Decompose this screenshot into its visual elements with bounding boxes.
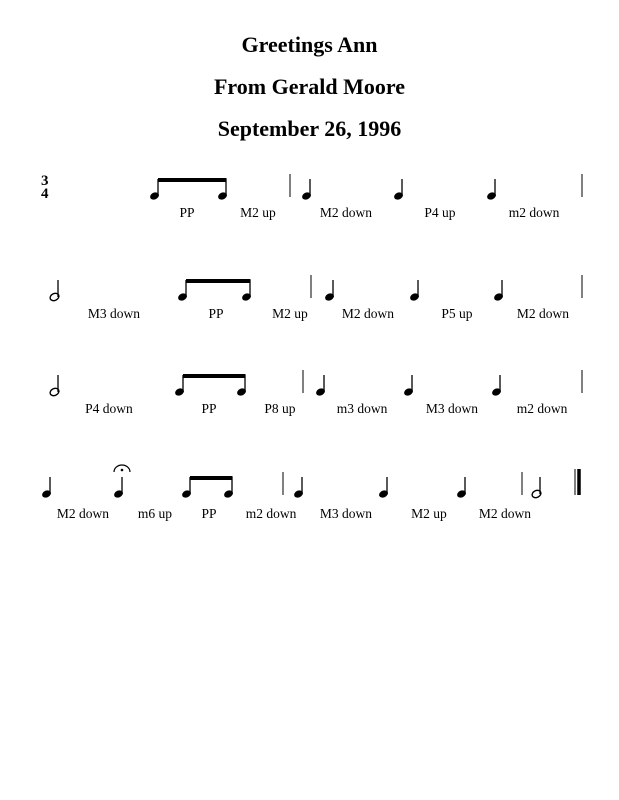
interval-label: M2 down bbox=[341, 306, 395, 321]
interval-label: M2 up bbox=[411, 506, 447, 521]
time-signature-top: 3 bbox=[41, 173, 49, 189]
interval-label: m2 down bbox=[516, 401, 568, 416]
interval-label: P8 up bbox=[264, 401, 296, 416]
time-signature-bottom: 4 bbox=[41, 186, 49, 202]
score-title: Greetings Ann bbox=[241, 32, 378, 57]
score-date: September 26, 1996 bbox=[217, 116, 402, 141]
fermata-dot bbox=[121, 469, 124, 472]
eighth-beam bbox=[190, 476, 233, 480]
interval-label: P4 down bbox=[85, 401, 133, 416]
eighth-beam bbox=[158, 178, 227, 182]
interval-label: PP bbox=[208, 306, 224, 321]
interval-label: P4 up bbox=[424, 205, 456, 220]
interval-label: M3 down bbox=[319, 506, 373, 521]
interval-label: PP bbox=[201, 401, 217, 416]
interval-label: m6 up bbox=[137, 506, 173, 521]
interval-label: PP bbox=[179, 205, 195, 220]
eighth-beam bbox=[186, 279, 251, 283]
interval-label: M2 down bbox=[516, 306, 570, 321]
interval-label: m2 down bbox=[245, 506, 297, 521]
interval-label: M2 up bbox=[240, 205, 276, 220]
interval-label: M3 down bbox=[425, 401, 479, 416]
interval-label: PP bbox=[201, 506, 217, 521]
interval-label: m3 down bbox=[336, 401, 388, 416]
eighth-beam bbox=[183, 374, 246, 378]
interval-label: m2 down bbox=[508, 205, 560, 220]
interval-label: M3 down bbox=[87, 306, 141, 321]
interval-label: M2 down bbox=[56, 506, 110, 521]
score-subtitle: From Gerald Moore bbox=[213, 74, 406, 99]
interval-label: M2 up bbox=[272, 306, 308, 321]
interval-label: M2 down bbox=[319, 205, 373, 220]
interval-label: P5 up bbox=[441, 306, 473, 321]
interval-label: M2 down bbox=[478, 506, 532, 521]
